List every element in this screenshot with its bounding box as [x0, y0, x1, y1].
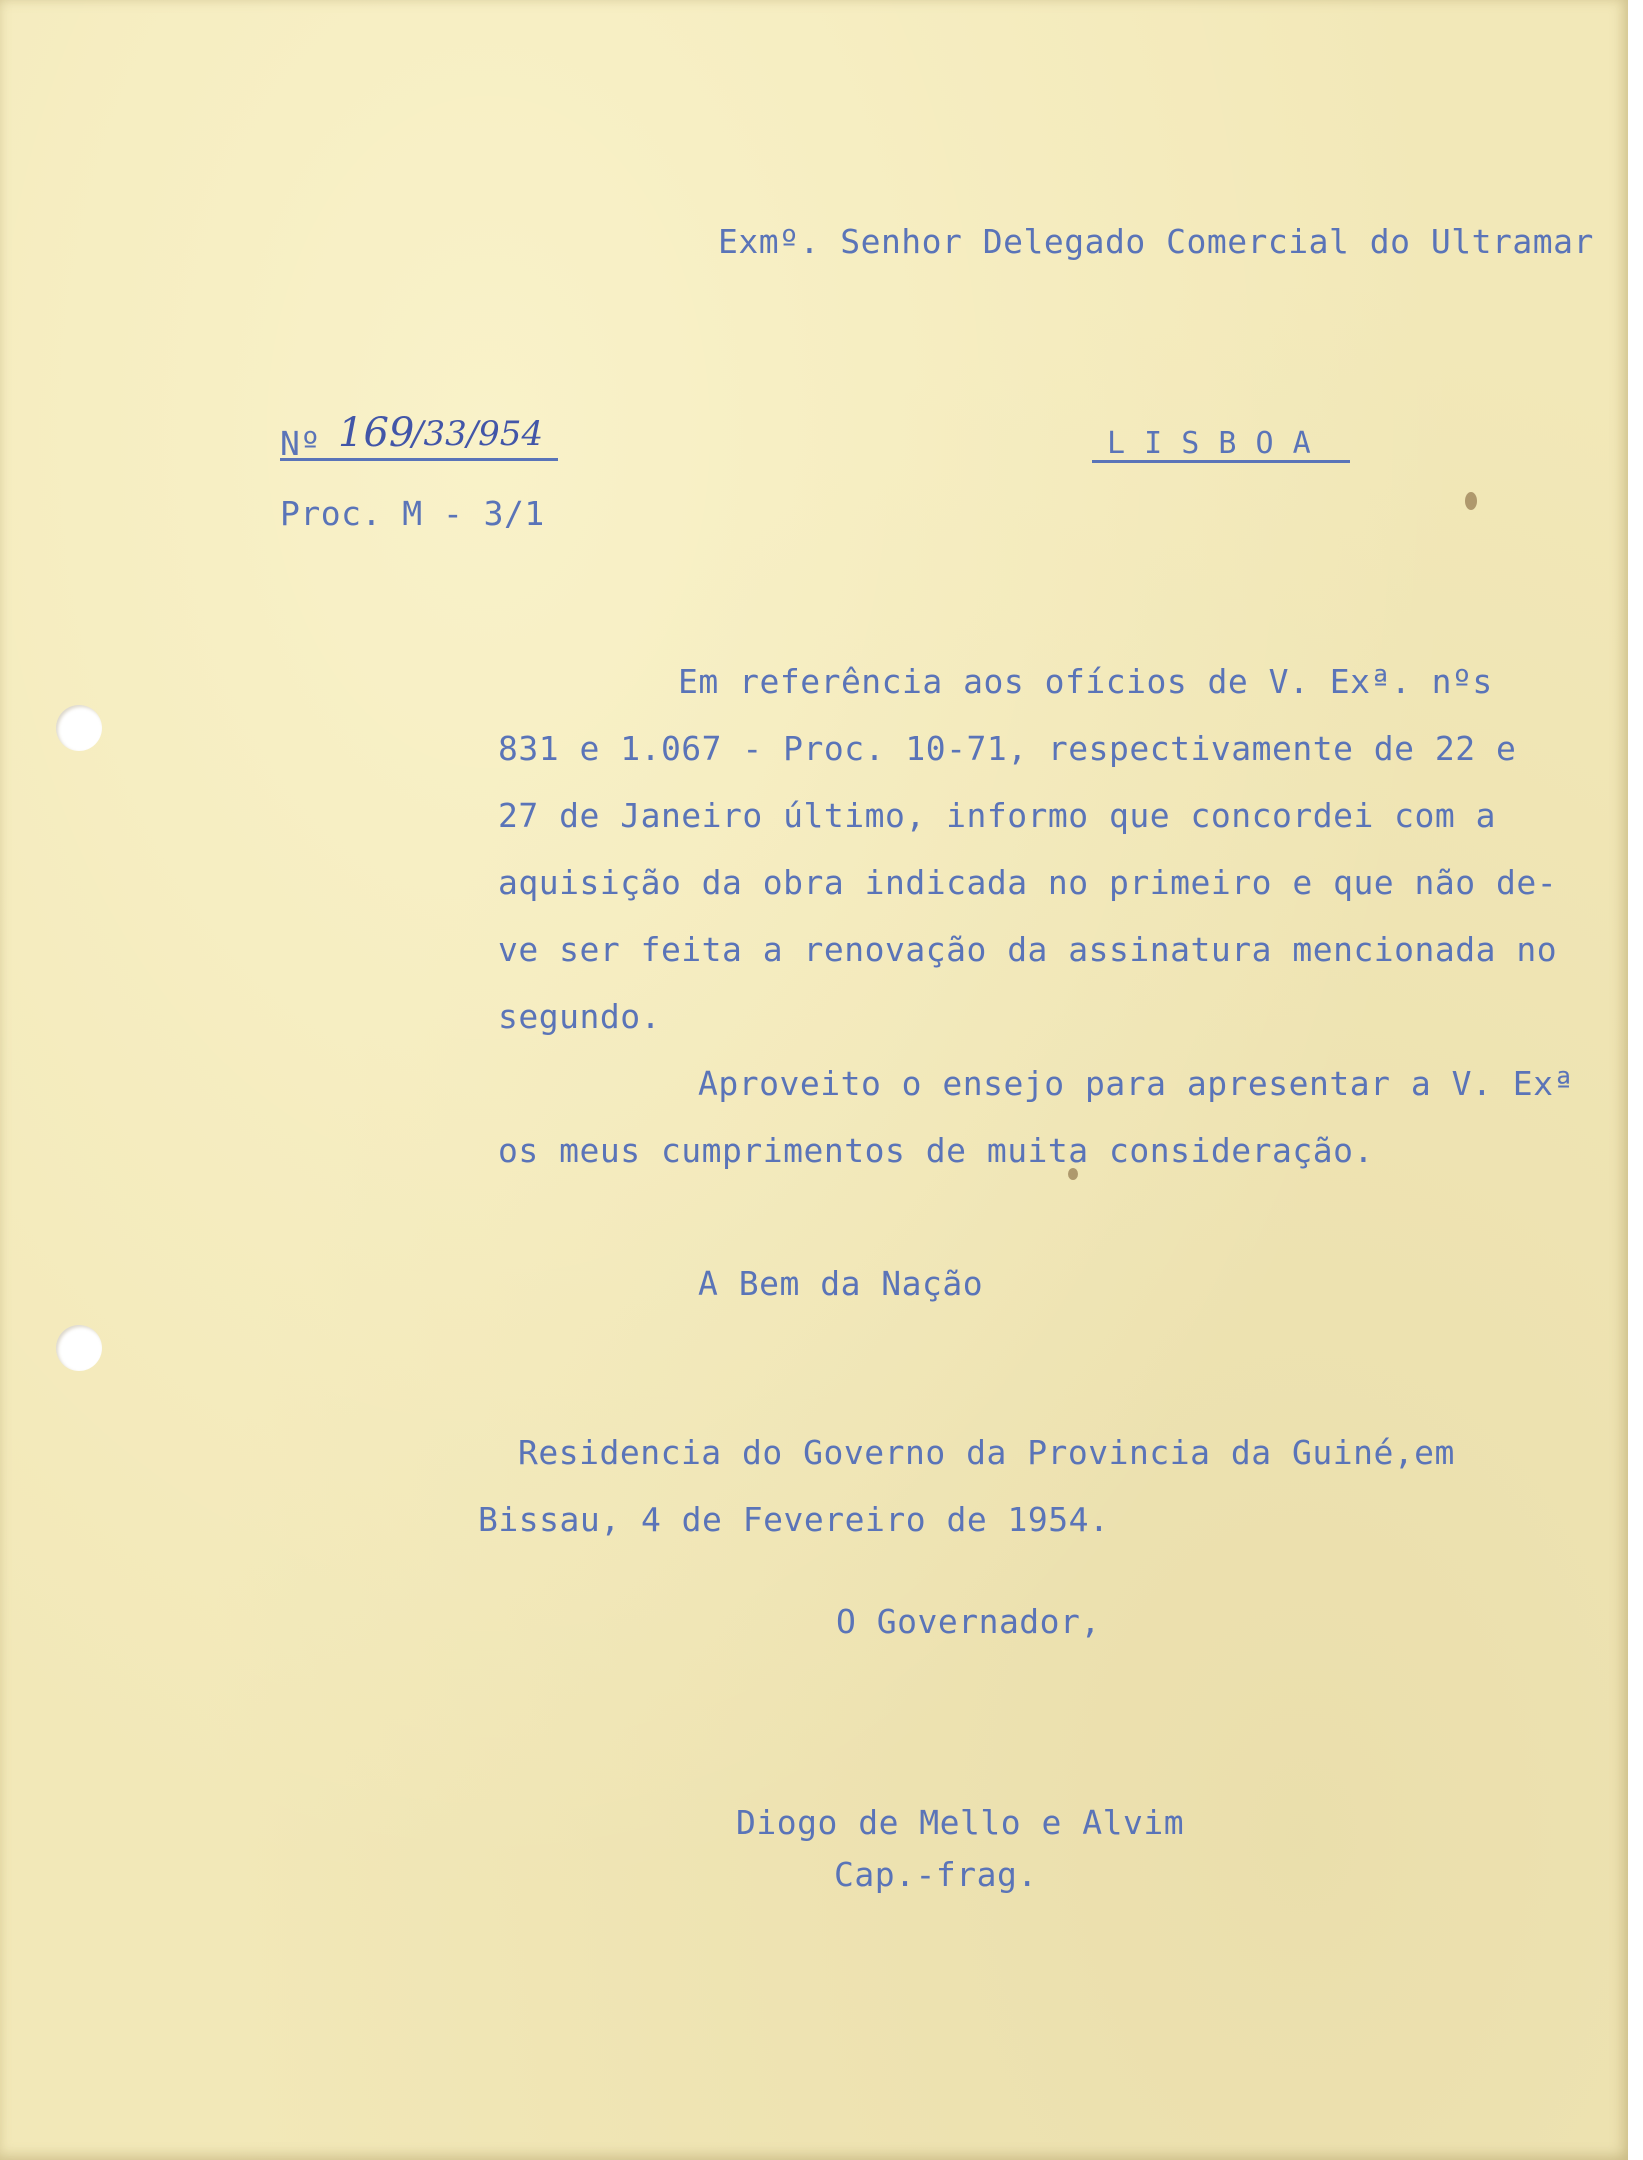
signatory-rank: Cap.-frag.	[834, 1855, 1038, 1894]
process-reference: Proc. M - 3/1	[280, 494, 545, 533]
city-heading: L I S B O A	[1107, 426, 1312, 461]
closing-motto: A Bem da Nação	[698, 1264, 984, 1303]
body-line: Aproveito o ensejo para apresentar a V. Exª	[698, 1064, 1574, 1103]
stain-spot	[1465, 492, 1477, 510]
signatory-name: Diogo de Mello e Alvim	[736, 1803, 1185, 1842]
reference-prefix: Nº	[280, 424, 321, 463]
reference-number-rest: /33/954	[412, 414, 544, 454]
city-underline	[1092, 460, 1350, 463]
handwritten-number: 169	[338, 410, 415, 456]
body-line: 831 e 1.067 - Proc. 10-71, respectivamente de 22 e	[498, 729, 1517, 768]
body-line: segundo.	[498, 997, 661, 1036]
punch-hole-top	[56, 705, 102, 751]
body-line: ve ser feita a renovação da assinatura mencionada no	[498, 930, 1558, 969]
date-line: Bissau, 4 de Fevereiro de 1954.	[478, 1500, 1110, 1539]
body-line: aquisição da obra indicada no primeiro e que não de-	[498, 863, 1558, 902]
addressee-line: Exmº. Senhor Delegado Comercial do Ultramar	[718, 222, 1594, 261]
signatory-title: O Governador,	[836, 1602, 1101, 1641]
body-line: 27 de Janeiro último, informo que concordei com a	[498, 796, 1497, 835]
page-edge-background	[1628, 0, 1643, 2160]
place-line: Residencia do Governo da Provincia da Guiné,em	[518, 1433, 1455, 1472]
punch-hole-bottom	[56, 1325, 102, 1371]
body-line: os meus cumprimentos de muita consideração.	[498, 1131, 1374, 1170]
body-line: Em referência aos ofícios de V. Exª. nºs	[678, 662, 1493, 701]
reference-underline	[280, 458, 558, 461]
